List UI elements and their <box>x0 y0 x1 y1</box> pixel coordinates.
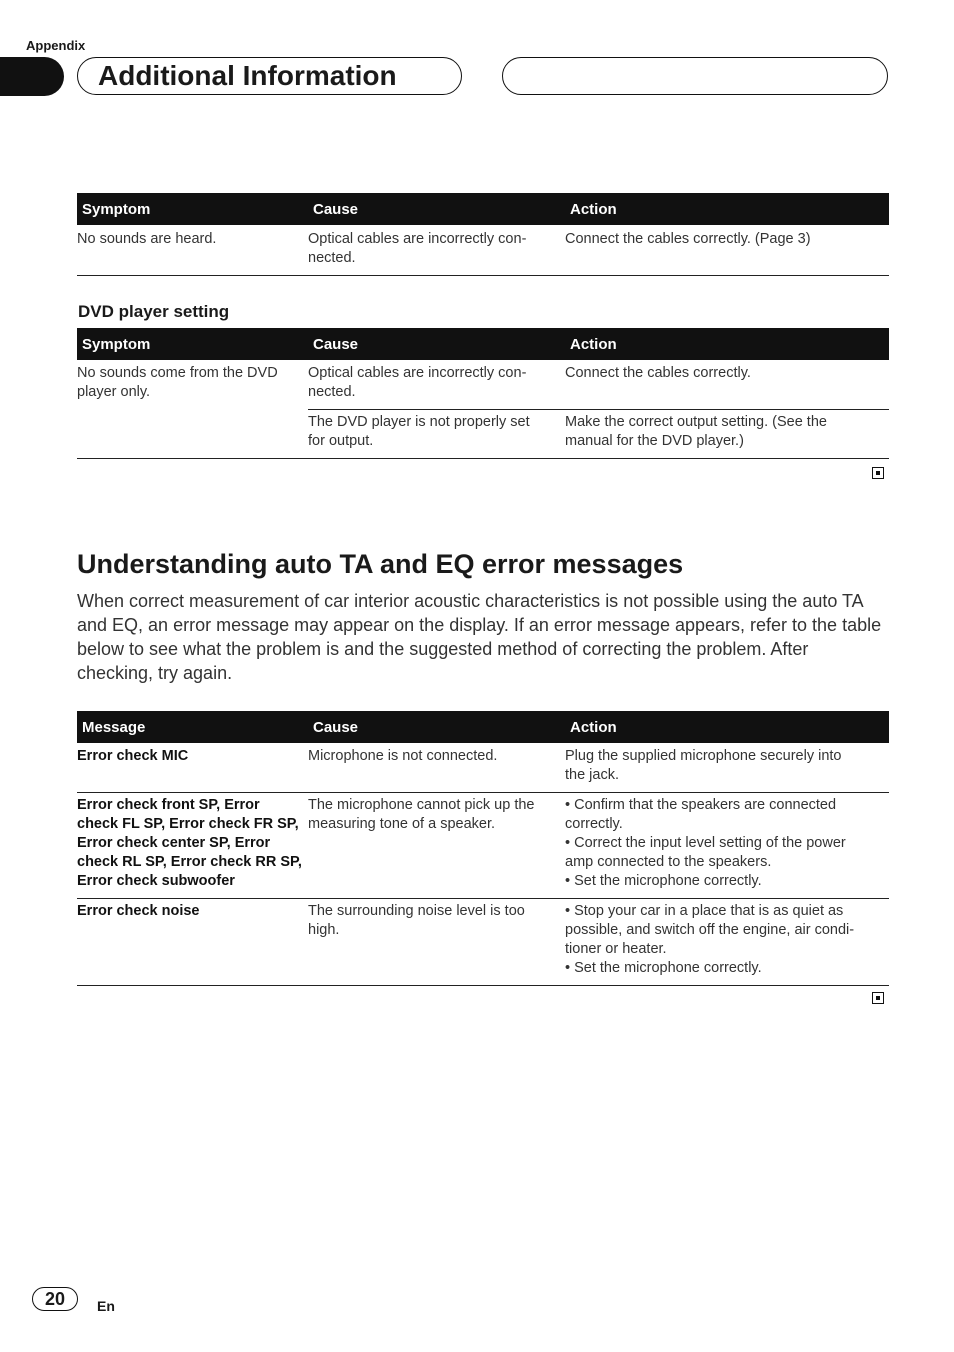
cell-action <box>565 743 889 793</box>
cell-text: Connect the cables correctly. <box>565 365 751 381</box>
heading-bold-part: DVD <box>78 302 114 321</box>
header-cause: Cause <box>308 193 565 225</box>
cell-message <box>77 743 308 793</box>
cell-text: Optical cables are incorrectly con- nected. <box>308 365 527 400</box>
cell-action <box>565 899 889 986</box>
symptom-table-dvd <box>77 328 889 459</box>
cell-text: The surrounding noise level is too high. <box>308 903 525 938</box>
cell-text: • Confirm that the speakers are connected correctly. • Correct the input level setting of the power amp connected to the speakers. • Set the microphone correctly. <box>565 797 846 889</box>
cell-text: No sounds come from the DVD player only. <box>77 365 278 400</box>
table-row <box>77 360 889 410</box>
appendix-label: Appendix <box>26 38 86 53</box>
section-title: Additional Information <box>77 57 462 95</box>
cell-text: The DVD player is not properly set for output. <box>308 414 530 449</box>
page-number: 20 <box>32 1287 78 1311</box>
section-end-mark <box>872 992 884 1004</box>
section-heading: Understanding auto TA and EQ error messages <box>77 549 684 579</box>
section-tab-marker <box>0 57 64 96</box>
cell-action <box>565 225 889 276</box>
language-code: En <box>97 1298 115 1314</box>
header-symptom: Symptom <box>77 328 308 360</box>
cell-text: Plug the supplied microphone securely into the jack. <box>565 748 842 783</box>
heading-rest-part: player setting <box>113 302 230 321</box>
table-row <box>77 793 889 899</box>
header-action: Action <box>565 193 889 225</box>
cell-text: Optical cables are incorrectly con- nected. <box>308 231 527 266</box>
cell-text: The microphone cannot pick up the measuring tone of a speaker. <box>308 797 535 832</box>
error-message-table <box>77 711 889 986</box>
cell-cause <box>308 793 565 899</box>
cell-cause <box>308 899 565 986</box>
cell-message <box>77 899 308 986</box>
section-end-mark <box>872 467 884 479</box>
cell-cause <box>308 360 565 410</box>
header-cause: Cause <box>308 711 565 743</box>
cell-text: Microphone is not connected. <box>308 748 498 764</box>
cell-text: Error check noise <box>77 903 200 919</box>
table-row <box>77 225 889 276</box>
cell-symptom <box>77 360 308 459</box>
cell-message <box>77 793 308 899</box>
table-row <box>77 743 889 793</box>
cell-action <box>565 410 889 459</box>
header-action: Action <box>565 711 889 743</box>
header-action: Action <box>565 328 889 360</box>
cell-text: Error check MIC <box>77 748 189 764</box>
cell-text: Make the correct output setting. (See the manual for the DVD player.) <box>565 414 827 449</box>
table-row <box>77 899 889 986</box>
cell-cause <box>308 743 565 793</box>
empty-header-pill <box>502 57 888 95</box>
cell-text: Connect the cables correctly. (Page 3) <box>565 231 811 247</box>
cell-text: • Stop your car in a place that is as quiet as possible, and switch off the engine, air condi- tioner or heater. • Set the microphone correctly. <box>565 903 855 976</box>
cell-text: No sounds are heard. <box>77 231 217 247</box>
cell-text: Error check front SP, Error check FL SP, Error check FR SP, Error check center SP, Error check RL SP, Error check RR SP, Error check subwoofer <box>77 797 302 889</box>
cell-action <box>565 360 889 410</box>
cell-action <box>565 793 889 899</box>
cell-cause <box>308 410 565 459</box>
cell-symptom <box>77 225 308 276</box>
header-symptom: Symptom <box>77 193 308 225</box>
symptom-table-general <box>77 193 889 276</box>
dvd-player-setting-heading <box>78 302 229 322</box>
intro-paragraph: When correct measurement of car interior acoustic characteristics is not possible using the auto TA and EQ, an error message may appear on the display. If an error message appears, refer to the table below to see what the problem is and the suggested method of correcting the problem. After checking, try again. <box>77 591 882 683</box>
header-message: Message <box>77 711 308 743</box>
header-cause: Cause <box>308 328 565 360</box>
cell-cause <box>308 225 565 276</box>
